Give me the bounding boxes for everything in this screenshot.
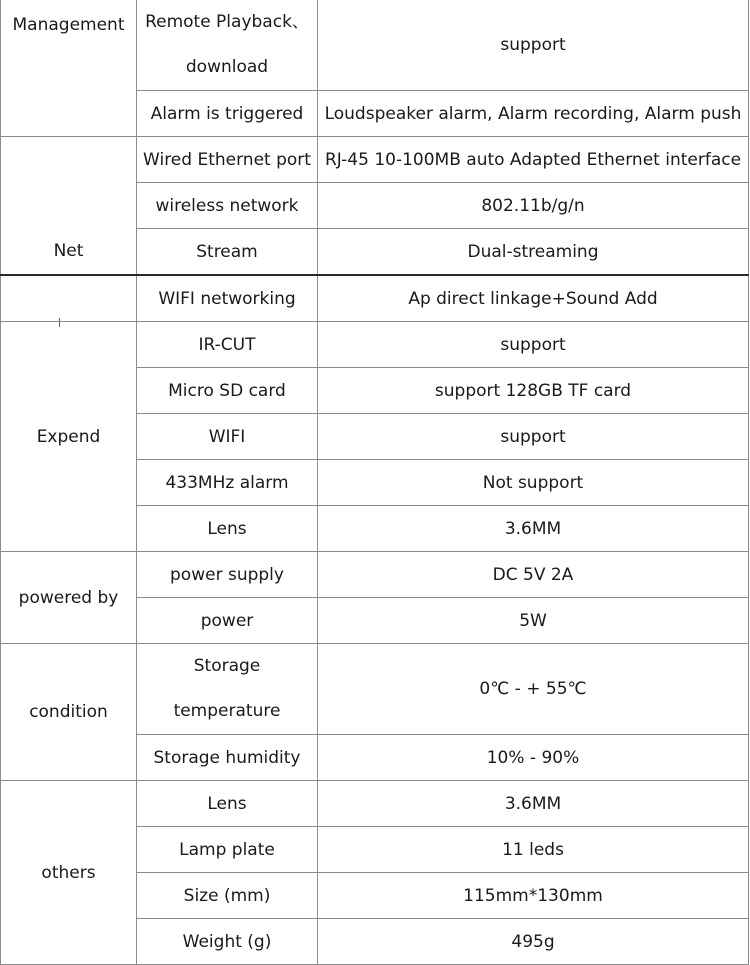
spec-label: wireless network xyxy=(137,183,318,229)
spec-label: Micro SD card xyxy=(137,368,318,414)
table-row xyxy=(1,552,749,598)
remote-playback-label: Remote Playback、download xyxy=(145,12,309,77)
table-row xyxy=(1,644,749,735)
spec-label: power supply xyxy=(137,552,318,598)
table-row xyxy=(1,0,749,91)
spec-label: Storage temperature xyxy=(137,644,318,735)
category-expend: Expend xyxy=(1,322,137,552)
spec-value: 115mm*130mm xyxy=(318,873,749,919)
table-row xyxy=(1,137,749,183)
spec-value: 0℃ - + 55℃ xyxy=(318,644,749,735)
spec-value: 3.6MM xyxy=(318,506,749,552)
category-net-continuation xyxy=(1,275,137,322)
spec-value: 3.6MM xyxy=(318,781,749,827)
spec-value: 5W xyxy=(318,598,749,644)
spec-label: IR-CUT xyxy=(137,322,318,368)
spec-value: Not support xyxy=(318,460,749,506)
spec-value: support xyxy=(318,0,749,91)
spec-label: WIFI xyxy=(137,414,318,460)
spec-value: Dual-streaming xyxy=(318,229,749,276)
spec-label xyxy=(137,0,318,91)
table-row xyxy=(1,781,749,827)
category-net xyxy=(1,137,137,276)
category-powered-by: powered by xyxy=(1,552,137,644)
spec-value: Loudspeaker alarm, Alarm recording, Alarm push xyxy=(318,91,749,137)
stray-tick-mark xyxy=(59,318,60,327)
category-others: others xyxy=(1,781,137,965)
spec-value: support xyxy=(318,414,749,460)
spec-label: Lens xyxy=(137,781,318,827)
spec-label: Lamp plate xyxy=(137,827,318,873)
spec-value: support xyxy=(318,322,749,368)
spec-label: Stream xyxy=(137,229,318,276)
category-management: Management xyxy=(1,0,137,137)
spec-label: Alarm is triggered xyxy=(137,91,318,137)
category-condition: condition xyxy=(1,644,137,781)
spec-label: Size (mm) xyxy=(137,873,318,919)
spec-label: Weight (g) xyxy=(137,919,318,965)
spec-label: 433MHz alarm xyxy=(137,460,318,506)
table-row xyxy=(1,275,749,322)
spec-label: Wired Ethernet port xyxy=(137,137,318,183)
table-row xyxy=(1,322,749,368)
spec-label: Lens xyxy=(137,506,318,552)
spec-label: WIFI networking xyxy=(137,275,318,322)
spec-label: power xyxy=(137,598,318,644)
net-label: Net xyxy=(53,240,84,261)
spec-value: 495g xyxy=(318,919,749,965)
spec-value: 10% - 90% xyxy=(318,735,749,781)
spec-value: RJ-45 10-100MB auto Adapted Ethernet interface xyxy=(318,137,749,183)
spec-value: 802.11b/g/n xyxy=(318,183,749,229)
spec-value: support 128GB TF card xyxy=(318,368,749,414)
spec-value: Ap direct linkage+Sound Add xyxy=(318,275,749,322)
spec-value: DC 5V 2A xyxy=(318,552,749,598)
spec-value: 11 leds xyxy=(318,827,749,873)
spec-label: Storage humidity xyxy=(137,735,318,781)
